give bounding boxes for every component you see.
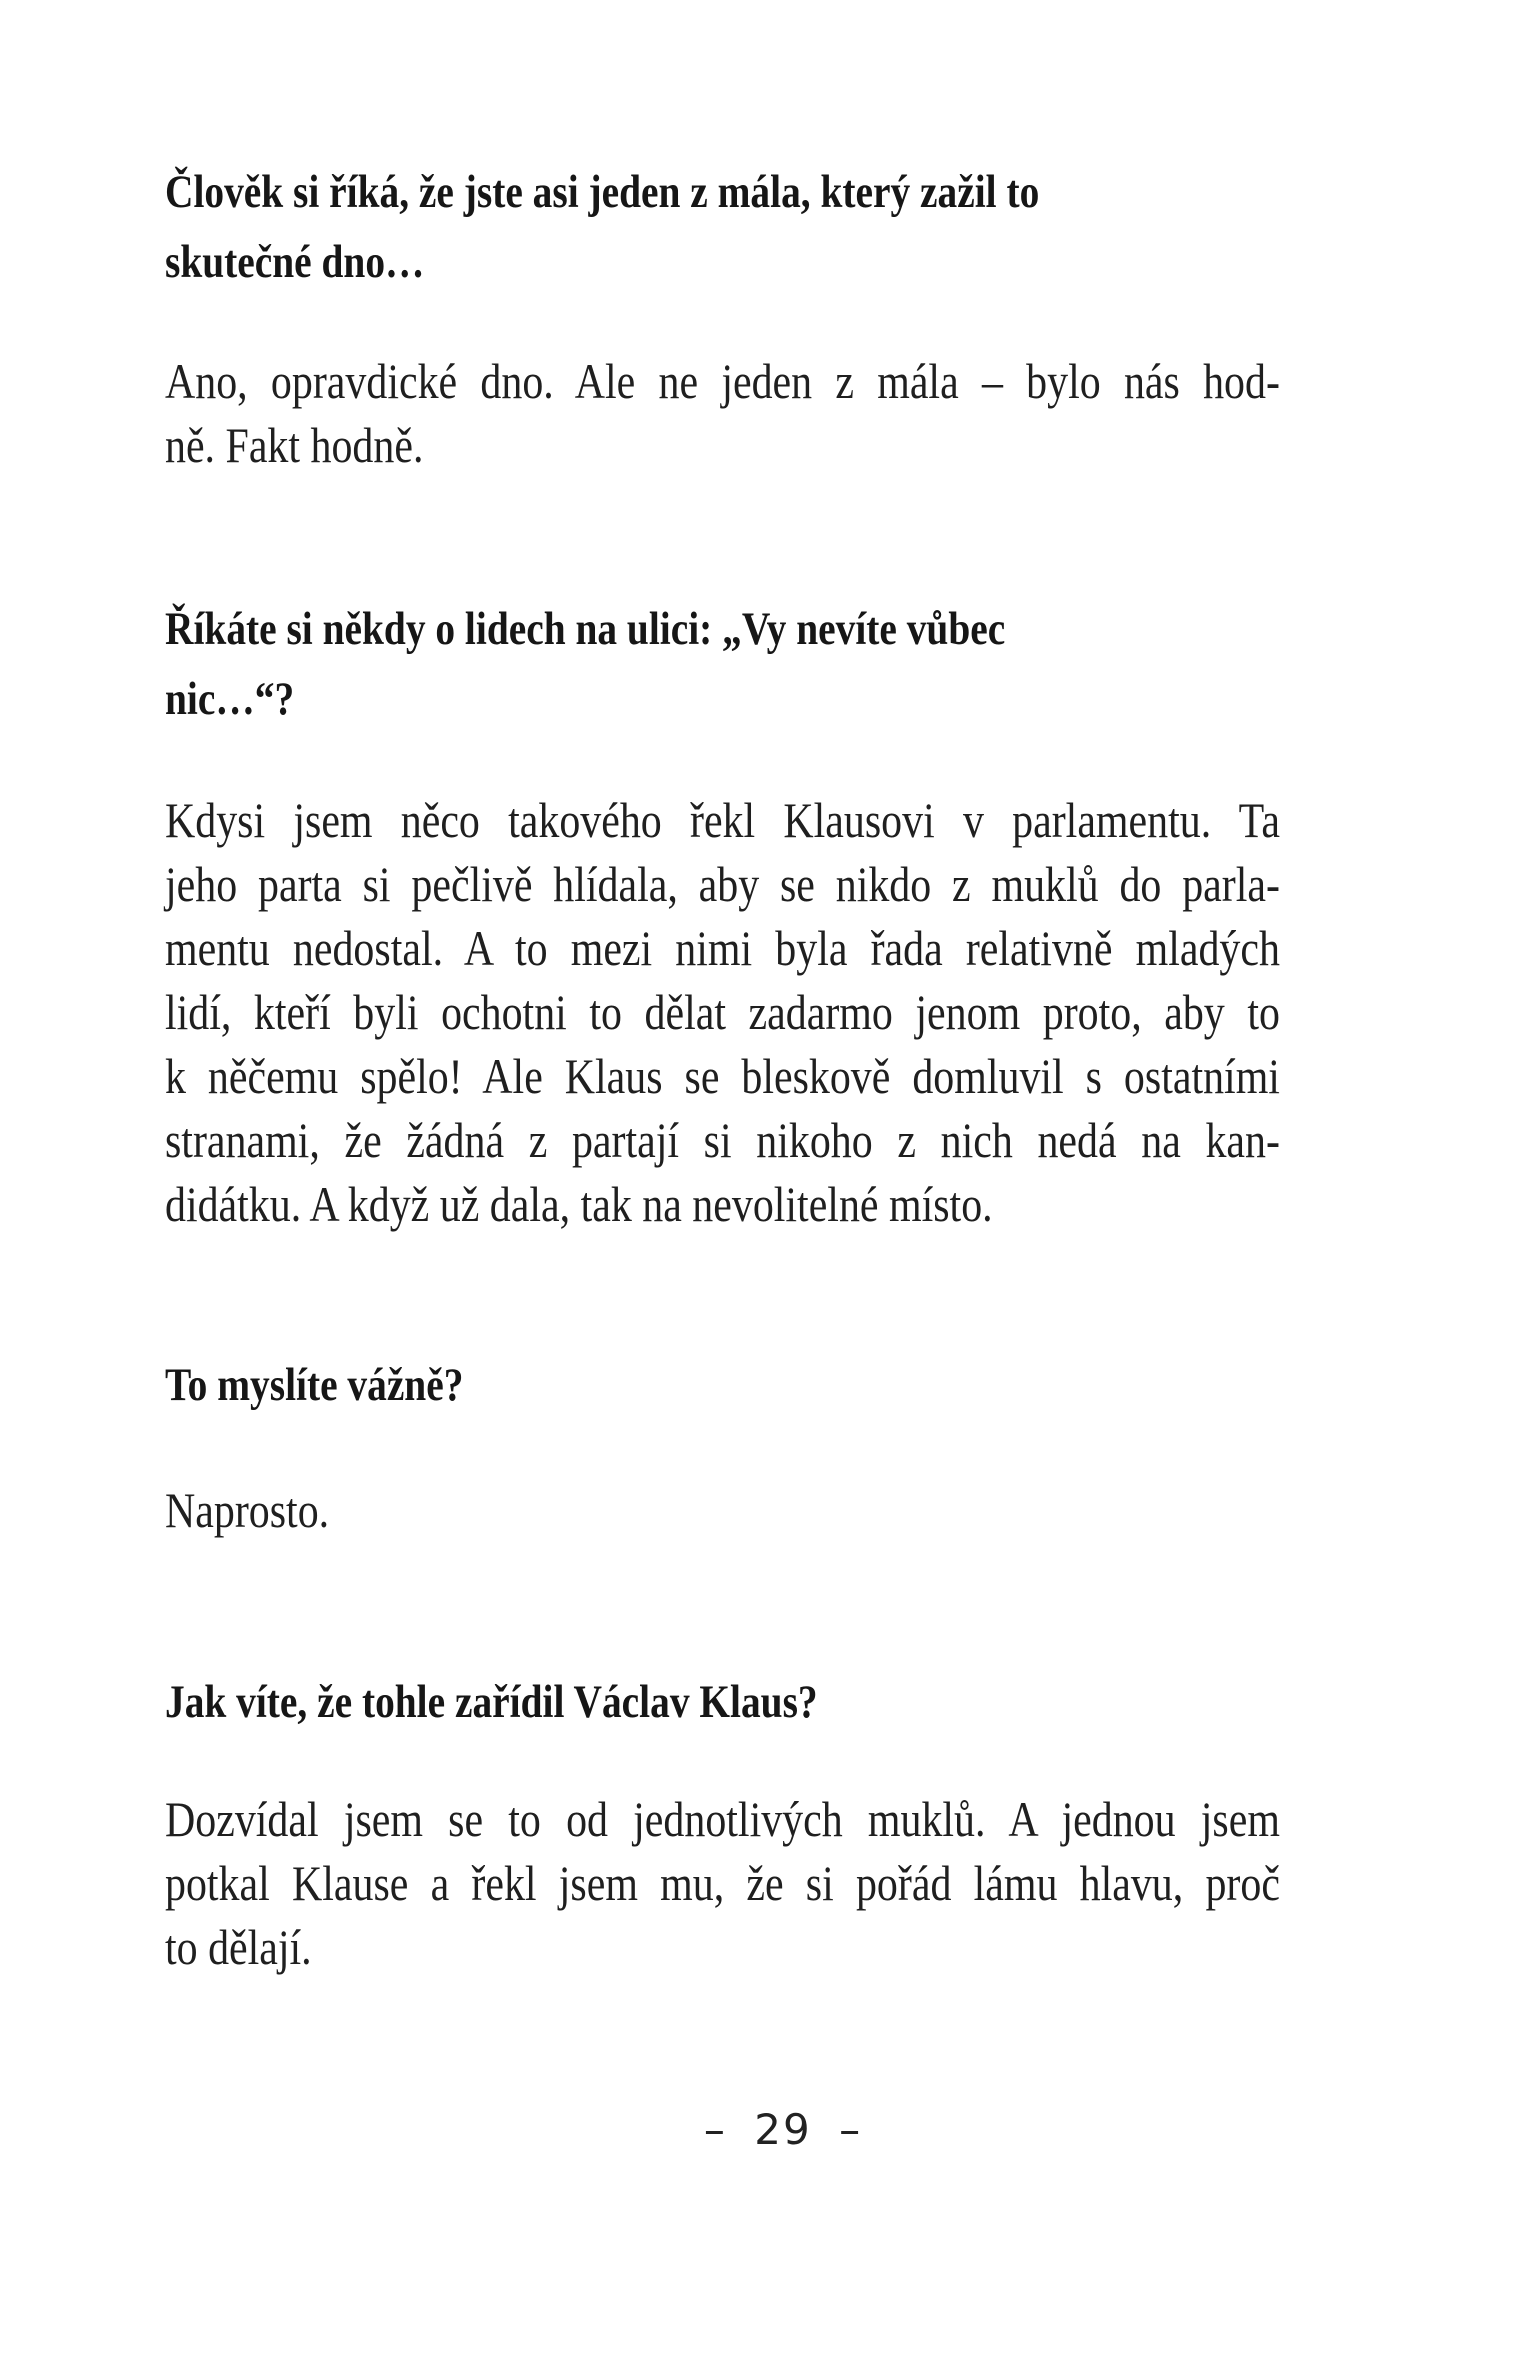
answer-line: potkal Klause a řekl jsem mu, že si pořád lámu hlavu, proč [165,1855,1280,1911]
question-line: nic…“? [165,673,295,725]
question-line: skutečné dno… [165,236,425,288]
answer-line: lidí, kteří byli ochotni to dělat zadarmo jenom proto, aby to [165,984,1280,1040]
question-line: Říkáte si někdy o lidech na ulici: „Vy nevíte vůbec [165,603,1006,655]
answer-line: to dělají. [165,1919,312,1975]
interview-answer [165,1478,1280,1542]
answer-line: ně. Fakt hodně. [165,417,424,473]
interview-answer [165,788,1280,1236]
question-line: Člověk si říká, že jste asi jeden z mála, který zažil to [165,166,1040,218]
question-line: To myslíte vážně? [165,1359,464,1411]
answer-line: jeho parta si pečlivě hlídala, aby se nikdo z muklů do parla- [165,856,1280,912]
answer-line: Ano, opravdické dno. Ale ne jeden z mála – bylo nás hod- [165,353,1280,409]
text-column [165,0,1280,1979]
answer-line: stranami, že žádná z partají si nikoho z nich nedá na kan- [165,1112,1280,1168]
page-number: – 29 – [703,2105,863,2154]
answer-line: didátku. A když už dala, tak na nevolitelné místo. [165,1176,993,1232]
question-line: Jak víte, že tohle zařídil Václav Klaus? [165,1676,818,1728]
interview-question [165,1667,1280,1737]
interview-answer [165,349,1280,477]
answer-line: Dozvídal jsem se to od jednotlivých muklů. A jednou jsem [165,1791,1280,1847]
interview-question [165,594,1280,734]
interview-answer [165,1787,1280,1979]
interview-question [165,157,1280,297]
answer-line: Kdysi jsem něco takového řekl Klausovi v parlamentu. Ta [165,792,1280,848]
answer-line: Naprosto. [165,1482,330,1538]
interview-question [165,1350,1280,1420]
answer-line: k něčemu spělo! Ale Klaus se bleskově domluvil s ostatními [165,1048,1280,1104]
answer-line: mentu nedostal. A to mezi nimi byla řada relativně mladých [165,920,1280,976]
